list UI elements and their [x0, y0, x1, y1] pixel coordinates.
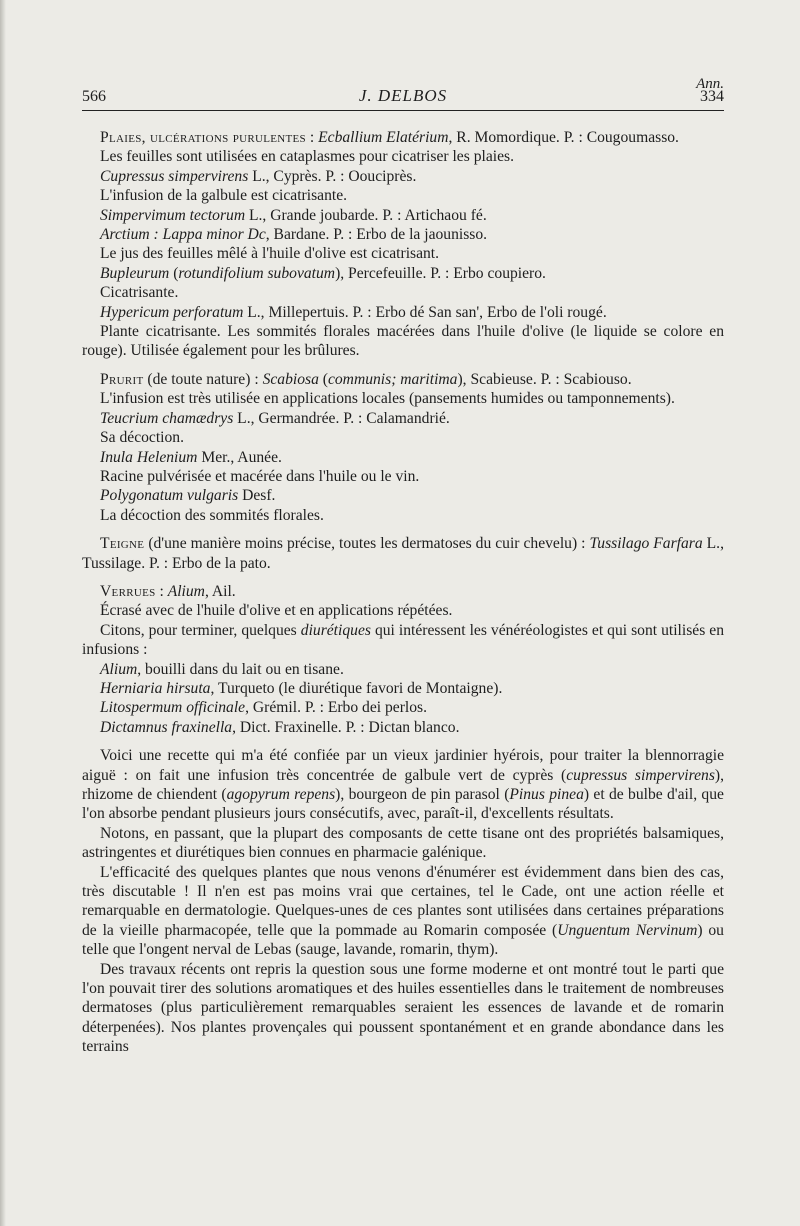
paragraph: Alium, bouilli dans du lait ou en tisane. — [100, 660, 344, 678]
page-header — [82, 76, 724, 111]
page-number-left: 566 — [82, 88, 106, 105]
species-name: Litospermum officinale — [100, 699, 246, 717]
header-ann: Ann. — [696, 76, 724, 92]
paragraph: Hypericum perforatum L., Millepertuis. P. : Erbo dé San san', Erbo de l'oli rougé. — [100, 303, 607, 321]
page-number-right: 334 — [700, 88, 724, 105]
paragraph: La décoction des sommités florales. — [100, 506, 324, 524]
paragraph: Cicatrisante. — [100, 284, 179, 302]
species-name: Ecballium Elatérium — [318, 129, 449, 146]
paragraph: L'efficacité des quelques plantes que nous venons d'énumérer est évidemment dans bien des cas, très discutable ! Il n'en est pas moins vrai que certaines, tel le Cade, ont une action réelle et remarquable en dermatologie. Quelques-unes de ces plantes sont utilisées dans certaines préparations de la vieille pharmacopée, telle que la pommade au Romarin composée (Unguentum Nervinum) ou telle que l'ongent nerval de Lebas (sauge, lavande, romarin, thym). — [82, 863, 724, 959]
species-name: Bupleurum — [100, 264, 170, 282]
running-head-author: J. DELBOS — [358, 86, 448, 105]
paragraph: Notons, en passant, que la plupart des composants de cette tisane ont des propriétés balsamiques, astringentes et diurétiques bien connues en pharmacie galénique. — [82, 824, 724, 862]
paragraph: Écrasé avec de l'huile d'olive et en applications répétées. — [100, 602, 453, 620]
paragraph: Les feuilles sont utilisées en cataplasmes pour cicatriser les plaies. — [100, 148, 514, 166]
paragraph: Plante cicatrisante. Les sommités florales macérées dans l'huile d'olive (le liquide se colore en rouge). Utilisée également pour les brûlures. — [82, 323, 724, 360]
section-lead: Prurit — [100, 370, 144, 388]
species-name: Arctium : Lappa minor Dc — [100, 226, 266, 244]
prurit-heading-line: Prurit (de toute nature) : Scabiosa (communis; maritima), Scabieuse. P. : Scabiouso. — [100, 370, 632, 388]
paragraph: Simpervimum tectorum L., Grande joubarde. P. : Artichaou fé. — [100, 206, 487, 224]
body-text — [82, 128, 724, 1057]
species-name: Alium — [167, 582, 205, 600]
paragraph: L'infusion est très utilisée en applications locales (pansements humides ou tamponnements). — [100, 390, 675, 408]
paragraph: Voici une recette qui m'a été confiée par un vieux jardinier hyérois, pour traiter la blennorragie aiguë : on fait une infusion très concentrée de galbule vert de cyprès (cupressus simpervirens), rhizome de chiendent (agopyrum repens), bourgeon de pin parasol (Pinus pinea) et de bulbe d'ail, que l'on absorbe pendant plusieurs jours consécutifs, avec, paraît-il, d'excellents résultats. — [82, 747, 724, 823]
species-name: Cupressus simpervirens — [100, 167, 249, 185]
section-lead: Verrues — [100, 582, 156, 600]
species-name: Dictamnus fraxinella — [100, 718, 233, 736]
species-name: Inula Helenium — [100, 448, 198, 466]
paragraph: Le jus des feuilles mêlé à l'huile d'olive est cicatrisant. — [100, 245, 440, 263]
paragraph: Bupleurum (rotundifolium subovatum), Percefeuille. P. : Erbo coupiero. — [100, 264, 546, 282]
species-name: Simpervimum tectorum — [100, 206, 246, 224]
page-edge-shadow — [0, 0, 6, 1226]
species-name: Alium — [100, 660, 138, 678]
paragraph: Inula Helenium Mer., Aunée. — [100, 448, 282, 466]
section-gap — [82, 573, 724, 582]
paragraph: Teucrium chamædrys L., Germandrée. P. : Calamandrié. — [100, 409, 450, 427]
paragraph: Herniaria hirsuta, Turqueto (le diurétique favori de Montaigne). — [100, 679, 503, 697]
section-lead: Plaies, ulcérations purulentes — [100, 129, 306, 146]
species-name: Scabiosa — [262, 370, 319, 388]
species-name: Tussilago Farfara — [589, 535, 703, 553]
teigne-heading-line: Teigne (d'une manière moins précise, toutes les dermatoses du cuir chevelu) : Tussilago Farfara L., Tussilage. P. : Erbo de la pato. — [82, 535, 724, 572]
paragraph: Polygonatum vulgaris Desf. — [100, 487, 276, 505]
paragraph: Cupressus simpervirens L., Cyprès. P. : Oouciprès. — [100, 167, 417, 185]
section-gap — [82, 737, 724, 746]
section-gap — [82, 361, 724, 370]
verrues-heading-line: Verrues : Alium, Ail. — [100, 582, 236, 600]
paragraph: Des travaux récents ont repris la question sous une forme moderne et ont montré tout le parti que l'on pouvait tirer des solutions aromatiques et des huiles essentielles dans le traitement de nombreuses dermatoses (plus particulièrement remarquables seraient les essences de lavande et de romarin déterpenées). Nos plantes provençales qui poussent spontanément et en grande abondance dans les terrains — [82, 960, 724, 1056]
paragraph: Racine pulvérisée et macérée dans l'huile ou le vin. — [100, 467, 420, 485]
paragraph: Citons, pour terminer, quelques diurétiques qui intéressent les vénéréologistes et qui sont utilisés en infusions : — [82, 621, 725, 659]
paragraph: Litospermum officinale, Grémil. P. : Erbo dei perlos. — [100, 699, 428, 717]
paragraph: Sa décoction. — [100, 429, 185, 447]
species-name: Herniaria hirsuta — [100, 679, 211, 697]
section-gap — [82, 525, 724, 534]
paragraph: L'infusion de la galbule est cicatrisante. — [100, 187, 348, 205]
paragraph: Dictamnus fraxinella, Dict. Fraxinelle. P. : Dictan blanco. — [100, 718, 460, 736]
species-name: Polygonatum vulgaris — [100, 487, 239, 505]
species-name: Hypericum perforatum — [100, 303, 244, 321]
species-name: Teucrium chamædrys — [100, 409, 234, 427]
section-lead: Teigne — [100, 535, 145, 553]
paragraph: Arctium : Lappa minor Dc, Bardane. P. : Erbo de la jaounisso. — [100, 226, 488, 244]
plaies-heading-line: Plaies, ulcérations purulentes : Ecballium Elatérium, R. Momordique. P. : Cougoumasso. — [100, 129, 679, 146]
